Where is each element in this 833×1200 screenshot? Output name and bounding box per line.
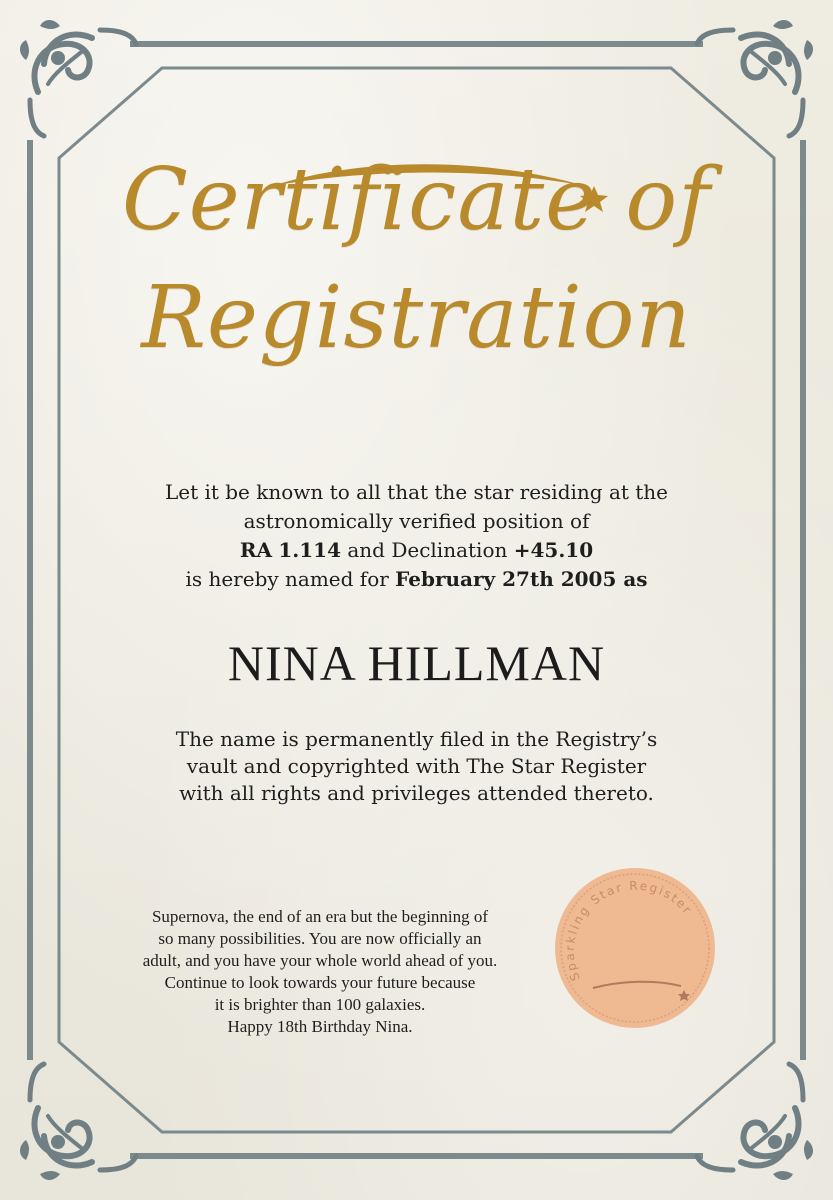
- ra-label: RA: [239, 538, 273, 562]
- rights-line3: with all rights and privileges attended thereto.: [179, 781, 654, 805]
- intro-line2: astronomically verified position of: [243, 509, 590, 533]
- intro-paragraph: [0, 478, 833, 594]
- star-name: NINA HILLMAN: [227, 635, 606, 691]
- rights-line1: The name is permanently filed in the Registry’s: [175, 727, 658, 751]
- ra-value: 1.114: [278, 538, 342, 562]
- declination-value: +45.10: [513, 538, 594, 562]
- intro-line4: [0, 565, 833, 594]
- certificate-title-line1: Certificate of: [121, 150, 712, 250]
- certificate-title-line2: Registration: [141, 268, 692, 368]
- message-line5: it is brighter than 100 galaxies.: [214, 995, 426, 1014]
- registry-seal: [553, 866, 717, 1030]
- named-prefix: is hereby named for: [185, 567, 389, 591]
- intro-line1: Let it be known to all that the star residing at the: [164, 480, 669, 504]
- seal-text: Sparkling Star Register: [562, 878, 696, 983]
- message-line3: adult, and you have your whole world ahead of you.: [142, 951, 498, 970]
- message-line6: Happy 18th Birthday Nina.: [227, 1017, 413, 1036]
- intro-line3: [0, 536, 833, 565]
- rights-paragraph: [0, 726, 833, 807]
- rights-line2: vault and copyrighted with The Star Register: [186, 754, 647, 778]
- message-line2: so many possibilities. You are now officially an: [158, 929, 482, 948]
- registration-date: February 27th 2005 as: [395, 567, 648, 591]
- message-line4: Continue to look towards your future because: [164, 973, 476, 992]
- personal-message: [100, 906, 540, 1038]
- declination-label: and Declination: [347, 538, 508, 562]
- message-line1: Supernova, the end of an era but the beginning of: [151, 907, 489, 926]
